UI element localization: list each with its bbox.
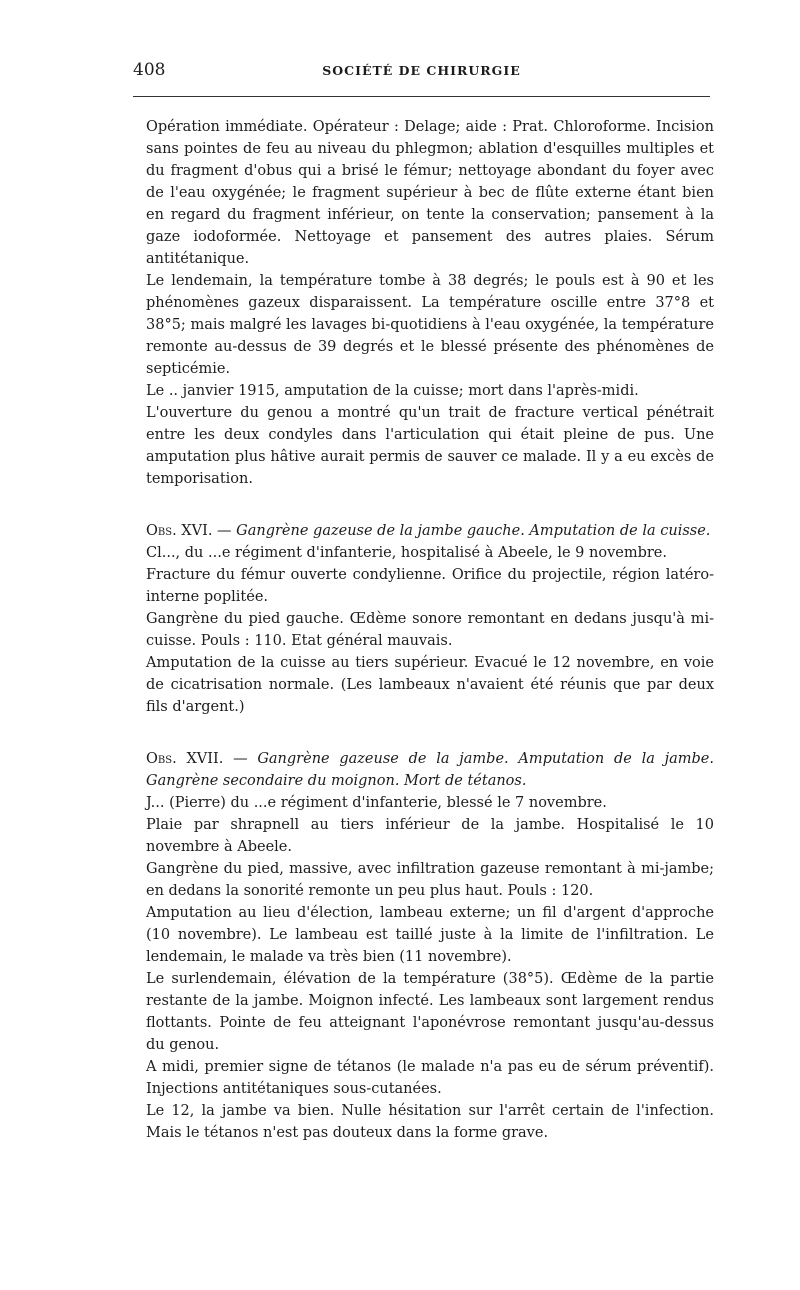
observation-heading-xvi (146, 520, 714, 542)
paragraph: Le lendemain, la température tombe à 38 degrés; le pouls est à 90 et les phénomènes gazeux disparaissent. La température oscille entre 37°8 et 38°5; mais malgré les lavages bi-quotidiens à l'eau oxygénée, la température remonte au-dessus de 39 degrés et le blessé présente des phénomènes de septicémie. (146, 273, 714, 377)
observation-label: Obs. XVII. (146, 751, 224, 767)
page-header (133, 60, 710, 97)
paragraph: Amputation de la cuisse au tiers supérieur. Evacué le 12 novembre, en voie de cicatrisation normale. (Les lambeaux n'avaient été réunis que par deux fils d'argent.) (146, 655, 714, 715)
body-text (146, 116, 714, 1144)
heading-dash: — (223, 751, 258, 767)
heading-dash: — (212, 523, 237, 539)
paragraph: Plaie par shrapnell au tiers inférieur de la jambe. Hospitalisé le 10 novembre à Abeele. (146, 817, 714, 855)
paragraph: J... (Pierre) du ...e régiment d'infanterie, blessé le 7 novembre. (146, 795, 607, 811)
observation-title: Gangrène gazeuse de la jambe gauche. Amputation de la cuisse. (236, 523, 711, 539)
page-number: 408 (133, 60, 166, 80)
paragraph: Amputation au lieu d'élection, lambeau externe; un fil d'argent d'approche (10 novembre). Le lambeau est taillé juste à la limite de l'infiltration. Le lendemain, le malade va très bien (11 novembre). (146, 905, 714, 965)
paragraph: Fracture du fémur ouverte condylienne. Orifice du projectile, région latéro-interne poplitée. (146, 567, 714, 605)
paragraph: Gangrène du pied gauche. Œdème sonore remontant en dedans jusqu'à mi-cuisse. Pouls : 110. Etat général mauvais. (146, 611, 714, 649)
paragraph: Le .. janvier 1915, amputation de la cuisse; mort dans l'après-midi. (146, 383, 639, 399)
observation-title: Gangrène gazeuse de la jambe. Amputation de la jambe. Gangrène secondaire du moignon. Mort de tétanos. (146, 751, 714, 789)
observation-heading-xvii (146, 748, 714, 792)
paragraph: Gangrène du pied, massive, avec infiltration gazeuse remontant à mi-jambe; en dedans la sonorité remonte un peu plus haut. Pouls : 120. (146, 861, 714, 899)
observation-label: Obs. XVI. (146, 523, 213, 539)
paragraph: A midi, premier signe de tétanos (le malade n'a pas eu de sérum préventif). Injections antitétaniques sous-cutanées. (146, 1059, 714, 1097)
paragraph: Le surlendemain, élévation de la température (38°5). Œdème de la partie restante de la jambe. Moignon infecté. Les lambeaux sont largement rendus flottants. Pointe de feu atteignant l'aponévrose remontant jusqu'au-dessus du genou. (146, 971, 714, 1053)
paragraph: Opération immédiate. Opérateur : Delage; aide : Prat. Chloroforme. Incision sans pointes de feu au niveau du phlegmon; ablation d'esquilles multiples et du fragment d'obus qui a brisé le fémur; nettoyage abondant du foyer avec de l'eau oxygénée; le fragment supérieur à bec de flûte externe étant bien en regard du fragment inférieur, on tente la conservation; pansement à la gaze iodoformée. Nettoyage et pansement des autres plaies. Sérum antitétanique. (146, 119, 714, 267)
paragraph: Le 12, la jambe va bien. Nulle hésitation sur l'arrêt certain de l'infection. Mais le tétanos n'est pas douteux dans la forme grave. (146, 1103, 714, 1141)
running-title: SOCIÉTÉ DE CHIRURGIE (322, 63, 521, 78)
paragraph: Cl..., du ...e régiment d'infanterie, hospitalisé à Abeele, le 9 novembre. (146, 545, 668, 561)
paragraph: L'ouverture du genou a montré qu'un trait de fracture vertical pénétrait entre les deux condyles dans l'articulation qui était pleine de pus. Une amputation plus hâtive aurait permis de sauver ce malade. Il y a eu excès de temporisation. (146, 405, 714, 487)
